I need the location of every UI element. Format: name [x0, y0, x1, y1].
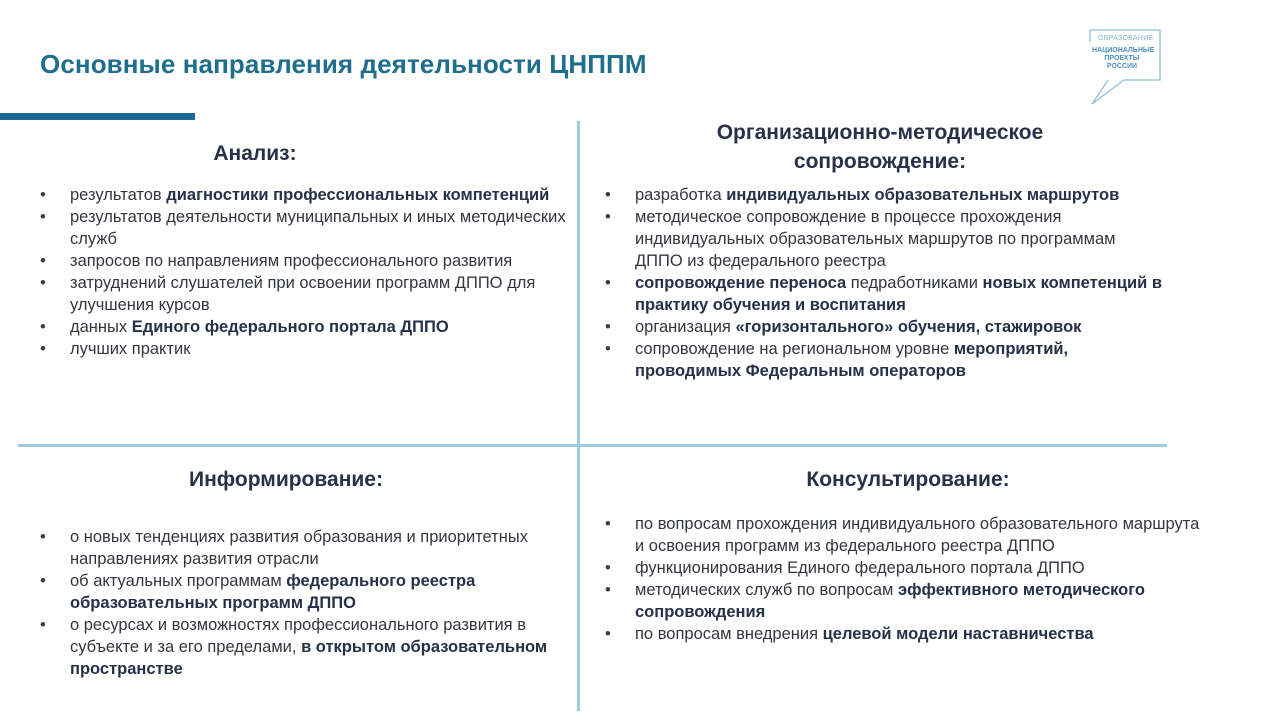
list-item-text: организация — [635, 318, 736, 336]
list-item — [604, 184, 1164, 206]
list-item — [39, 526, 559, 570]
list-item-emphasis: мероприятий, проводимых Федеральным операторов — [635, 340, 1069, 380]
list-item-emphasis: федерального реестра образовательных программ ДППО — [70, 572, 476, 612]
list-item-text: методических служб по вопросам — [635, 581, 898, 599]
list-item — [604, 579, 1204, 623]
list-item-emphasis: в открытом образовательном пространстве — [70, 638, 548, 678]
list-item — [39, 316, 569, 338]
list-item-emphasis: Единого федерального портала ДППО — [131, 318, 449, 336]
list-item — [39, 338, 569, 360]
list-item — [39, 272, 569, 316]
list-item-text: педработниками — [846, 274, 983, 292]
list-item — [39, 250, 569, 272]
page-title: Основные направления деятельности ЦНППМ — [40, 49, 647, 79]
list-item-text: данных — [70, 318, 132, 336]
title-underline — [0, 113, 195, 120]
list-item-text: запросов по направлениям профессионального развития — [70, 252, 513, 270]
list-item-emphasis: «горизонтального» обучения, стажировок — [735, 318, 1082, 336]
list-item — [604, 316, 1164, 338]
informing-list — [39, 526, 559, 680]
list-item-text: функционирования Единого федерального портала ДППО — [635, 559, 1085, 577]
list-item-emphasis: индивидуальных образовательных маршрутов — [726, 186, 1120, 204]
analysis-list — [39, 184, 569, 360]
list-item — [604, 513, 1204, 557]
section-heading-consulting: Консультирование: — [806, 468, 1010, 491]
list-item — [39, 184, 569, 206]
logo-line: НАЦИОНАЛЬНЫЕ — [1092, 47, 1155, 54]
list-item-text: результатов деятельности муниципальных и иных методических служб — [70, 208, 566, 248]
list-item-text: разработка — [635, 186, 727, 204]
list-item-emphasis: сопровождение переноса — [635, 274, 847, 292]
list-item-text: затруднений слушателей при освоении программ ДППО для улучшения курсов — [70, 274, 536, 314]
list-item — [39, 570, 559, 614]
list-item-text: о новых тенденциях развития образования и приоритетных направлениях развития отрасли — [70, 528, 528, 568]
list-item-text: результатов — [70, 186, 167, 204]
list-item — [604, 272, 1164, 316]
list-item-emphasis: диагностики профессиональных компетенций — [166, 186, 550, 204]
logo-caption: ОБРАЗОВАНИЕ — [1098, 35, 1154, 42]
list-item — [39, 614, 559, 680]
list-item — [604, 338, 1164, 382]
logo-line: РОССИИ — [1106, 63, 1138, 70]
list-item-text: лучших практик — [70, 340, 191, 358]
list-item-emphasis: новых компетенций в практику обучения и воспитания — [635, 274, 1163, 314]
list-item — [39, 206, 569, 250]
vertical-divider — [577, 121, 580, 711]
list-item-text: по вопросам прохождения индивидуального образовательного маршрута и освоения программ из федерального реестра ДППО — [635, 515, 1200, 555]
consulting-list — [604, 513, 1204, 645]
list-item-emphasis: эффективного методического сопровождения — [635, 581, 1145, 621]
list-item — [604, 206, 1164, 272]
logo-title — [1092, 47, 1155, 71]
list-item-text: по вопросам внедрения — [635, 625, 823, 643]
list-item — [604, 623, 1204, 645]
national-projects-logo — [1062, 28, 1162, 106]
section-heading-analysis: Анализ: — [213, 142, 297, 165]
list-item — [604, 557, 1204, 579]
list-item-text: методическое сопровождение в процессе прохождения индивидуальных образовательных маршрутов по программам ДППО из федерального реестра — [635, 208, 1116, 270]
list-item-emphasis: целевой модели наставничества — [822, 625, 1094, 643]
methodological-support-list — [604, 184, 1164, 382]
logo-line: ПРОЕКТЫ — [1104, 55, 1140, 62]
section-heading-methodological-support: Организационно-методическое сопровождение: — [716, 121, 1044, 173]
list-item-text: сопровождение на региональном уровне — [635, 340, 954, 358]
section-heading-informing: Информирование: — [189, 468, 383, 491]
list-item-text: о ресурсах и возможностях профессионального развития в субъекте и за его пределами, — [70, 616, 526, 656]
list-item-text: об актуальных программам — [70, 572, 287, 590]
horizontal-divider — [18, 444, 1167, 447]
